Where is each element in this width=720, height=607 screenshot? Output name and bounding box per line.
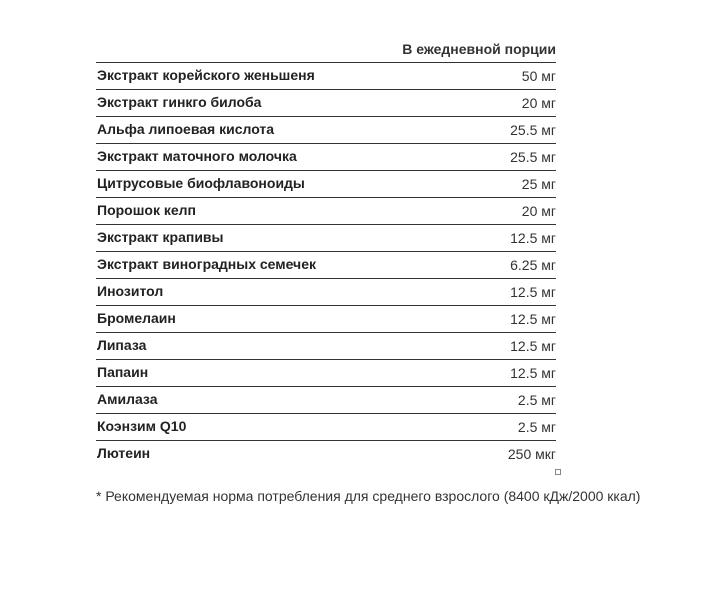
table-row xyxy=(96,198,556,225)
table-row xyxy=(96,360,556,387)
ingredient-amount: 20 мг xyxy=(521,203,556,219)
ingredient-amount: 20 мг xyxy=(521,95,556,111)
ingredient-name: Инозитол xyxy=(97,283,164,299)
table-row xyxy=(96,144,556,171)
daily-portion-header: В ежедневной порции xyxy=(402,41,556,57)
ingredient-amount: 12.5 мг xyxy=(510,284,556,300)
ingredient-name: Бромелаин xyxy=(97,310,176,326)
table-row xyxy=(96,414,556,441)
ingredient-name: Коэнзим Q10 xyxy=(97,418,187,434)
ingredient-name: Лютеин xyxy=(97,445,151,461)
ingredient-name: Альфа липоевая кислота xyxy=(97,121,275,137)
ingredient-name: Экстракт маточного молочка xyxy=(97,148,297,164)
table-row xyxy=(96,225,556,252)
ingredient-amount: 12.5 мг xyxy=(510,311,556,327)
ingredient-name: Папаин xyxy=(97,364,149,380)
ingredient-amount: 12.5 мг xyxy=(510,230,556,246)
ingredient-name: Амилаза xyxy=(97,391,158,407)
table-row xyxy=(96,63,556,90)
ingredient-amount: 25.5 мг xyxy=(510,149,556,165)
table-row xyxy=(96,306,556,333)
ingredient-amount: 25 мг xyxy=(521,176,556,192)
ingredient-amount: 12.5 мг xyxy=(510,338,556,354)
ingredient-name: Экстракт корейского женьшеня xyxy=(97,67,315,83)
ingredient-name: Экстракт крапивы xyxy=(97,229,224,245)
ingredient-amount: 25.5 мг xyxy=(510,122,556,138)
table-row xyxy=(96,441,556,467)
table-row xyxy=(96,252,556,279)
ingredient-amount: 2.5 мг xyxy=(517,419,556,435)
ingredient-name: Порошок келп xyxy=(97,202,196,218)
ingredient-amount: 250 мкг xyxy=(507,446,556,462)
ingredient-amount: 2.5 мг xyxy=(517,392,556,408)
table-row xyxy=(96,333,556,360)
ingredient-name: Цитрусовые биофлавоноиды xyxy=(97,175,305,191)
table-row xyxy=(96,279,556,306)
table-resize-handle[interactable] xyxy=(555,469,561,475)
table-header-row xyxy=(96,38,556,63)
table-row xyxy=(96,117,556,144)
ingredient-amount: 12.5 мг xyxy=(510,365,556,381)
ingredient-amount: 50 мг xyxy=(521,68,556,84)
footnote: * Рекомендуемая норма потребления для среднего взрослого (8400 кДж/2000 ккал) xyxy=(96,488,641,504)
table-row xyxy=(96,387,556,414)
table-row xyxy=(96,171,556,198)
ingredient-name: Экстракт гинкго билоба xyxy=(97,94,262,110)
ingredient-name: Экстракт виноградных семечек xyxy=(97,256,316,272)
ingredient-name: Липаза xyxy=(97,337,147,353)
nutrition-table xyxy=(96,38,556,467)
table-row xyxy=(96,90,556,117)
ingredient-amount: 6.25 мг xyxy=(510,257,556,273)
